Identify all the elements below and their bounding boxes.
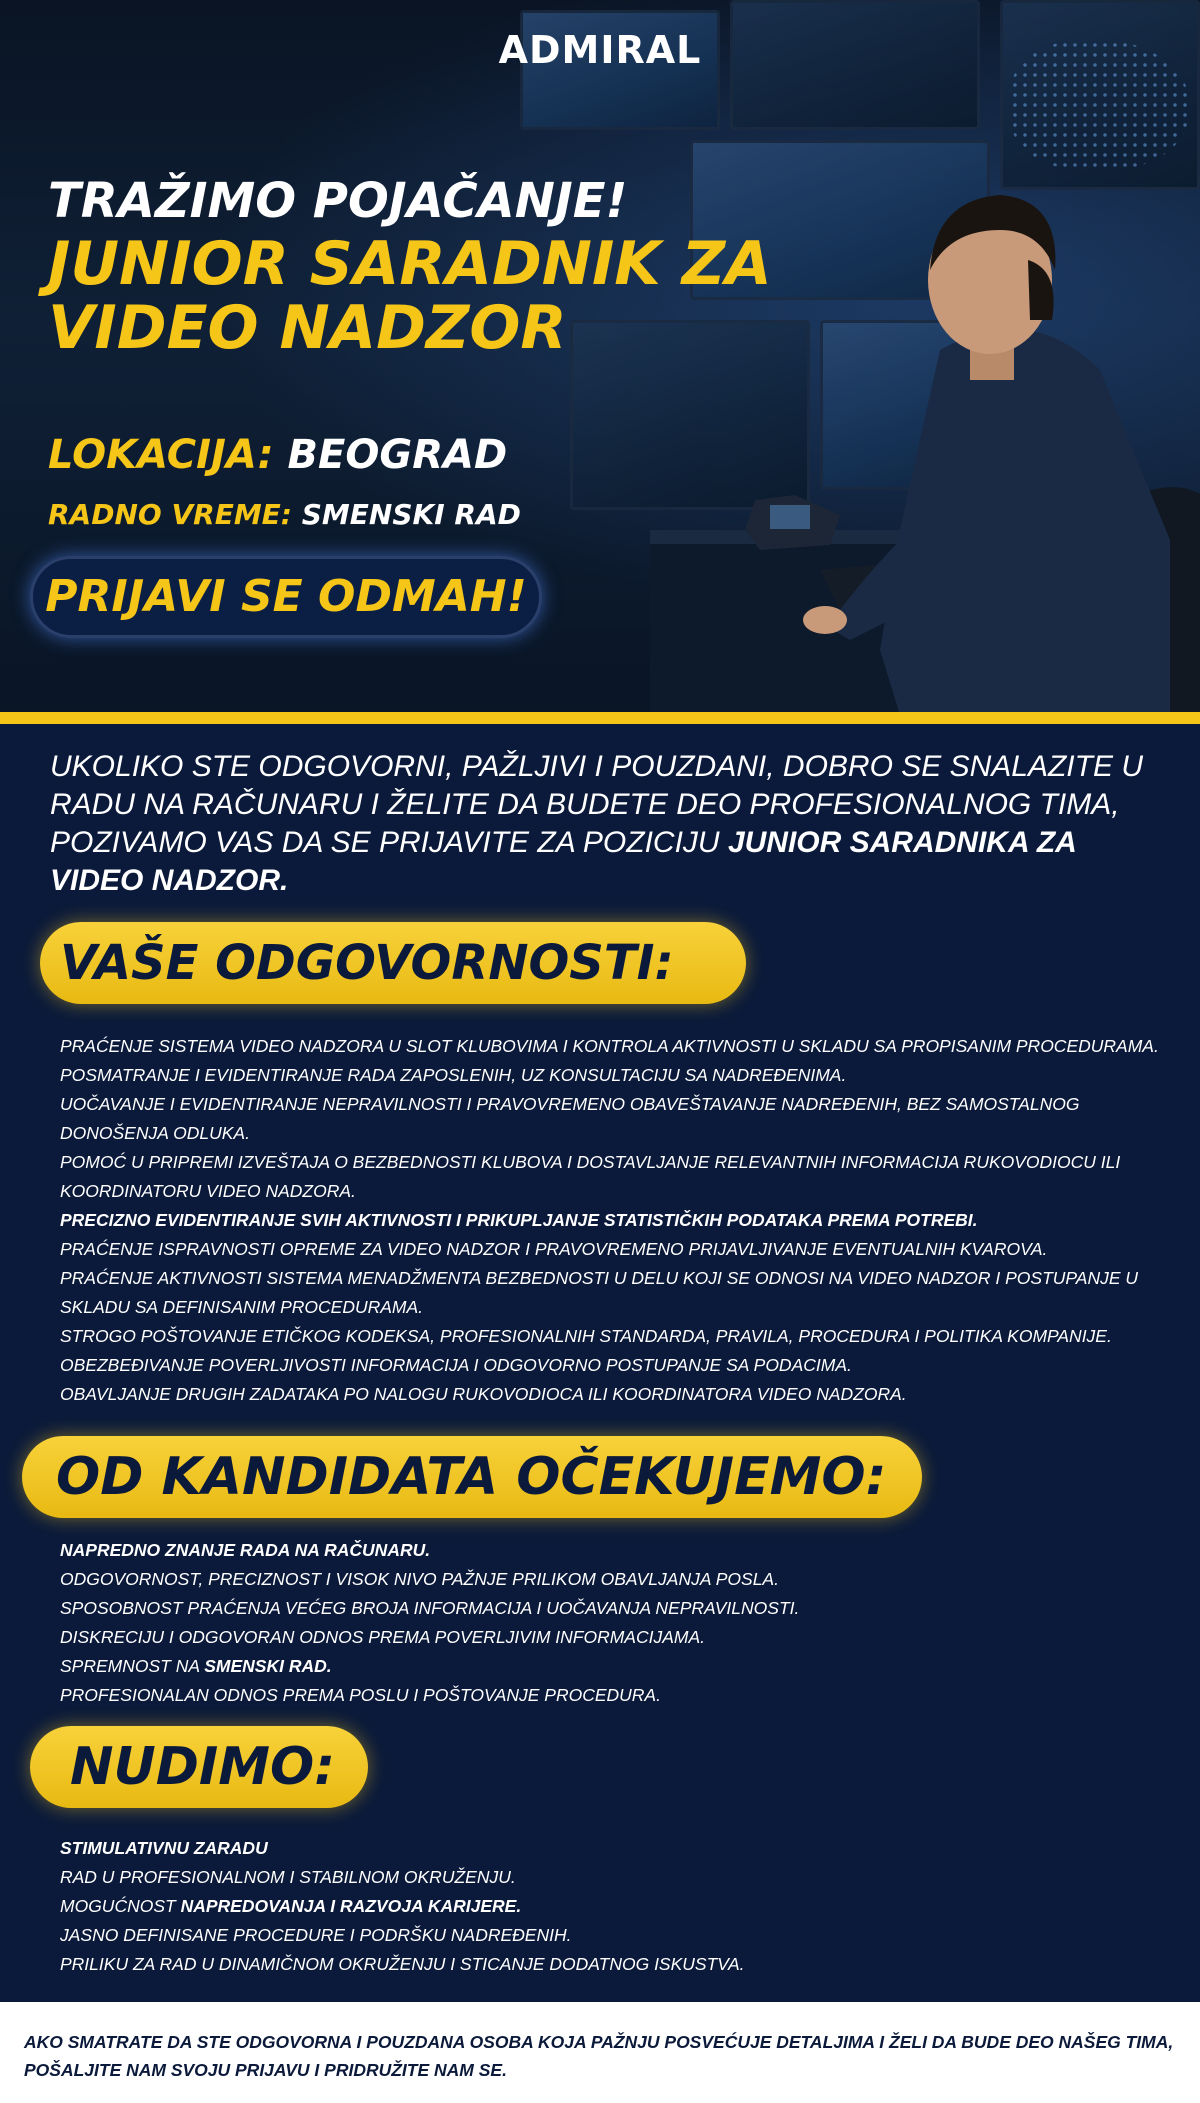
list-item: SPOSOBNOST PRAĆENJA VEĆEG BROJA INFORMACIJA I UOČAVANJA NEPRAVILNOSTI. <box>60 1598 800 1618</box>
list-item: STROGO POŠTOVANJE ETIČKOG KODEKSA, PROFESIONALNIH STANDARDA, PRAVILA, PROCEDURA I POLITIKA KOMPANIJE. <box>60 1326 1112 1346</box>
footer-call-to-action: AKO SMATRATE DA STE ODGOVORNA I POUZDANA OSOBA KOJA PAŽNJU POSVEĆUJE DETALJIMA I ŽELI DA BUDE DEO NAŠEG TIMA, POŠALJITE NAM SVOJU PRIJAVU I PRIDRUŽITE NAM SE. <box>0 2002 1200 2103</box>
apply-now-button[interactable]: PRIJAVI SE ODMAH! <box>30 556 542 638</box>
location-info <box>48 432 507 478</box>
list-item: UOČAVANJE I EVIDENTIRANJE NEPRAVILNOSTI I PRAVOVREMENO OBAVEŠTAVANJE NADREĐENIH, BEZ SAMOSTALNOG DONOŠENJA ODLUKA. <box>60 1094 1080 1143</box>
working-hours-info <box>48 498 521 531</box>
hours-label: RADNO VREME: <box>48 498 293 531</box>
list-item: PRILIKU ZA RAD U DINAMIČNOM OKRUŽENJU I STICANJE DODATNOG ISKUSTVA. <box>60 1954 745 1974</box>
list-item: OBEZBEĐIVANJE POVERLJIVOSTI INFORMACIJA I ODGOVORNO POSTUPANJE SA PODACIMA. <box>60 1355 852 1375</box>
list-item: RAD U PROFESIONALNOM I STABILNOM OKRUŽENJU. <box>60 1867 516 1887</box>
intro-highlight: JUNIOR SARADNIKA ZA VIDEO NADZOR. <box>50 826 1076 897</box>
offer-list <box>60 1834 1160 1979</box>
expectations-list <box>60 1536 1160 1710</box>
list-item: POMOĆ U PRIPREMI IZVEŠTAJA O BEZBEDNOSTI KLUBOVA I DOSTAVLJANJE RELEVANTNIH INFORMACIJA RUKOVODIOCU ILI KOORDINATORU VIDEO NADZORA. <box>60 1152 1121 1201</box>
intro-text: UKOLIKO STE ODGOVORNI, PAŽLJIVI I POUZDANI, DOBRO SE SNALAZITE U RADU NA RAČUNARU I ŽELITE DA BUDETE DEO PROFESIONALNOG TIMA, POZIVAMO VAS DA SE PRIJAVITE ZA POZICIJU <box>50 750 1143 859</box>
hours-value: SMENSKI RAD <box>301 498 521 531</box>
list-item-emphasis: SMENSKI RAD. <box>204 1656 332 1676</box>
responsibilities-list <box>60 1032 1190 1409</box>
location-label: LOKACIJA: <box>48 432 274 478</box>
list-item: PRAĆENJE AKTIVNOSTI SISTEMA MENADŽMENTA BEZBEDNOSTI U DELU KOJI SE ODNOSI NA VIDEO NADZOR I POSTUPANJE U SKLADU SA DEFINISANIM PROCEDURAMA. <box>60 1268 1139 1317</box>
hero-headline <box>48 170 772 363</box>
list-item: ODGOVORNOST, PRECIZNOST I VISOK NIVO PAŽNJE PRILIKOM OBAVLJANJA POSLA. <box>60 1569 779 1589</box>
hero-banner <box>0 0 1200 712</box>
list-item <box>60 1652 1160 1681</box>
list-item: NAPREDNO ZNANJE RADA NA RAČUNARU. <box>60 1540 431 1560</box>
location-value: BEOGRAD <box>287 432 508 478</box>
job-title-line1: JUNIOR SARADNIK ZA <box>48 229 772 299</box>
intro-paragraph <box>50 748 1160 900</box>
list-item-emphasis: NAPREDOVANJA I RAZVOJA KARIJERE. <box>180 1896 522 1916</box>
list-item: PRAĆENJE ISPRAVNOSTI OPREME ZA VIDEO NADZOR I PRAVOVREMENO PRIJAVLJIVANJE EVENTUALNIH KVAROVA. <box>60 1239 1048 1259</box>
list-item-text: MOGUĆNOST <box>60 1896 181 1916</box>
offer-heading: NUDIMO: <box>30 1726 368 1808</box>
job-title-line2: VIDEO NADZOR <box>48 293 567 363</box>
list-item: DISKRECIJU I ODGOVORAN ODNOS PREMA POVERLJIVIM INFORMACIJAMA. <box>60 1627 705 1647</box>
list-item <box>60 1892 1160 1921</box>
list-item: PRECIZNO EVIDENTIRANJE SVIH AKTIVNOSTI I PRIKUPLJANJE STATISTIČKIH PODATAKA PREMA POTREBI. <box>60 1210 978 1230</box>
hero-intro: TRAŽIMO POJAČANJE! <box>48 173 628 229</box>
list-item: PROFESIONALAN ODNOS PREMA POSLU I POŠTOVANJE PROCEDURA. <box>60 1685 661 1705</box>
list-item-text: SPREMNOST NA <box>60 1656 205 1676</box>
list-item: OBAVLJANJE DRUGIH ZADATAKA PO NALOGU RUKOVODIOCA ILI KOORDINATORA VIDEO NADZORA. <box>60 1384 907 1404</box>
list-item: JASNO DEFINISANE PROCEDURE I PODRŠKU NADREĐENIH. <box>60 1925 572 1945</box>
job-description <box>0 724 1200 2002</box>
list-item: PRAĆENJE SISTEMA VIDEO NADZORA U SLOT KLUBOVIMA I KONTROLA AKTIVNOSTI U SKLADU SA PROPISANIM PROCEDURAMA. <box>60 1036 1159 1056</box>
list-item: STIMULATIVNU ZARADU <box>60 1838 268 1858</box>
list-item: POSMATRANJE I EVIDENTIRANJE RADA ZAPOSLENIH, UZ KONSULTACIJU SA NADREĐENIMA. <box>60 1065 847 1085</box>
expectations-heading: OD KANDIDATA OČEKUJEMO: <box>22 1436 922 1518</box>
admiral-logo: ADMIRAL <box>498 28 702 72</box>
responsibilities-heading: VAŠE ODGOVORNOSTI: <box>40 922 746 1004</box>
yellow-divider <box>0 712 1200 724</box>
